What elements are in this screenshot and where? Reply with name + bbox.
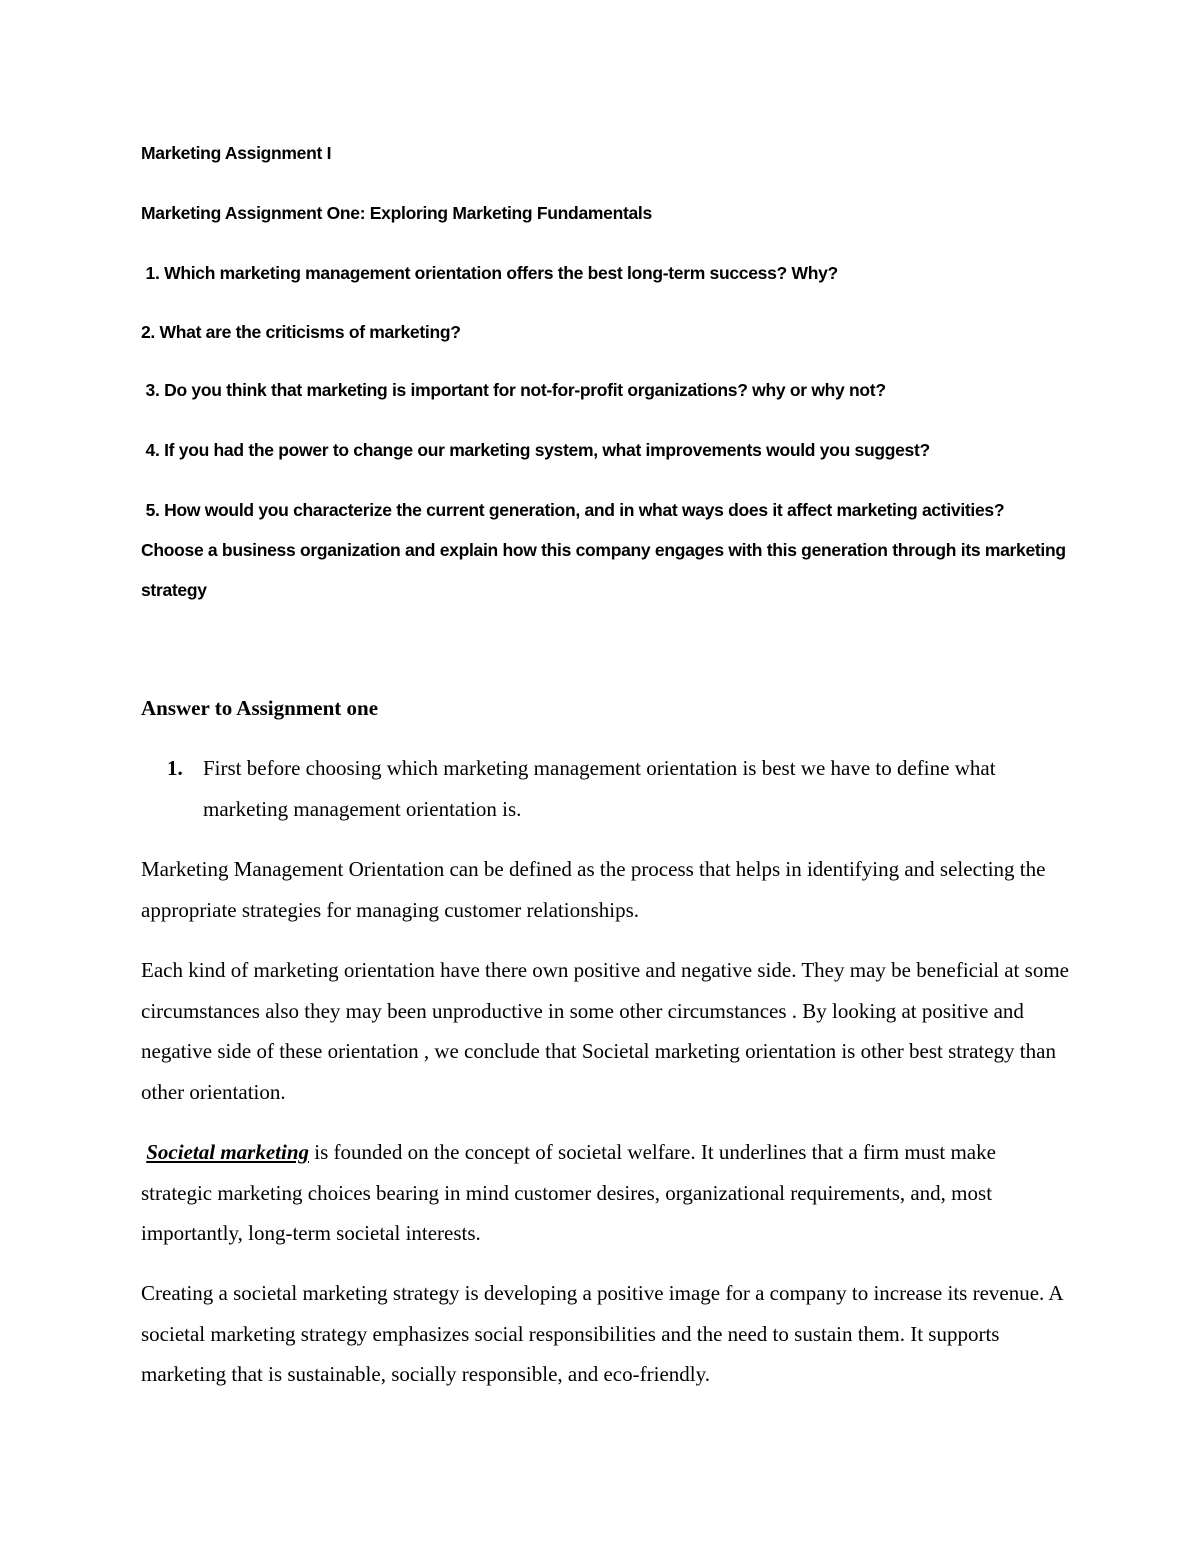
paragraph-3-text: is founded on the concept of societal welfare. It underlines that a firm must make strategic marketing choices bearing in mind customer desires, organizational requirements, and, most importantly, long-term societal interests.	[141, 1140, 996, 1245]
answer-paragraph-2: Each kind of marketing orientation have there own positive and negative side. They may be beneficial at some circumstances also they may been unproductive in some other circumstances . By looking at positive and negative side of these orientation , we conclude that Societal marketing orientation is other best strategy than other orientation.	[141, 958, 1069, 1104]
list-item-number: 1.	[167, 756, 183, 780]
list-item-text: First before choosing which marketing management orientation is best we have to define what marketing management orientation is.	[203, 756, 996, 821]
answer-paragraph-1: Marketing Management Orientation can be defined as the process that helps in identifying and selecting the appropriate strategies for managing customer relationships.	[141, 857, 1046, 922]
answer-paragraph-4: Creating a societal marketing strategy is developing a positive image for a company to increase its revenue. A societal marketing strategy emphasizes social responsibilities and the need to sustain them. It supports marketing that is sustainable, socially responsible, and eco-friendly.	[141, 1281, 1063, 1386]
question-5: 5. How would you characterize the current generation, and in what ways does it affect marketing activities? Choose a business organization and explain how this company engages with this generation through its marketing strategy	[141, 500, 1071, 600]
document-title: Marketing Assignment I	[141, 143, 332, 163]
document-subtitle: Marketing Assignment One: Exploring Marketing Fundamentals	[141, 203, 652, 223]
answer-heading: Answer to Assignment one	[141, 696, 379, 720]
question-2: 2. What are the criticisms of marketing?	[141, 322, 461, 342]
question-3: 3. Do you think that marketing is important for not-for-profit organizations? why or why not?	[141, 380, 886, 400]
question-1: 1. Which marketing management orientation offers the best long-term success? Why?	[141, 263, 838, 283]
question-4: 4. If you had the power to change our marketing system, what improvements would you suggest?	[141, 440, 930, 460]
answer-paragraph-3	[141, 1132, 1071, 1254]
societal-marketing-term: Societal marketing	[146, 1140, 309, 1164]
